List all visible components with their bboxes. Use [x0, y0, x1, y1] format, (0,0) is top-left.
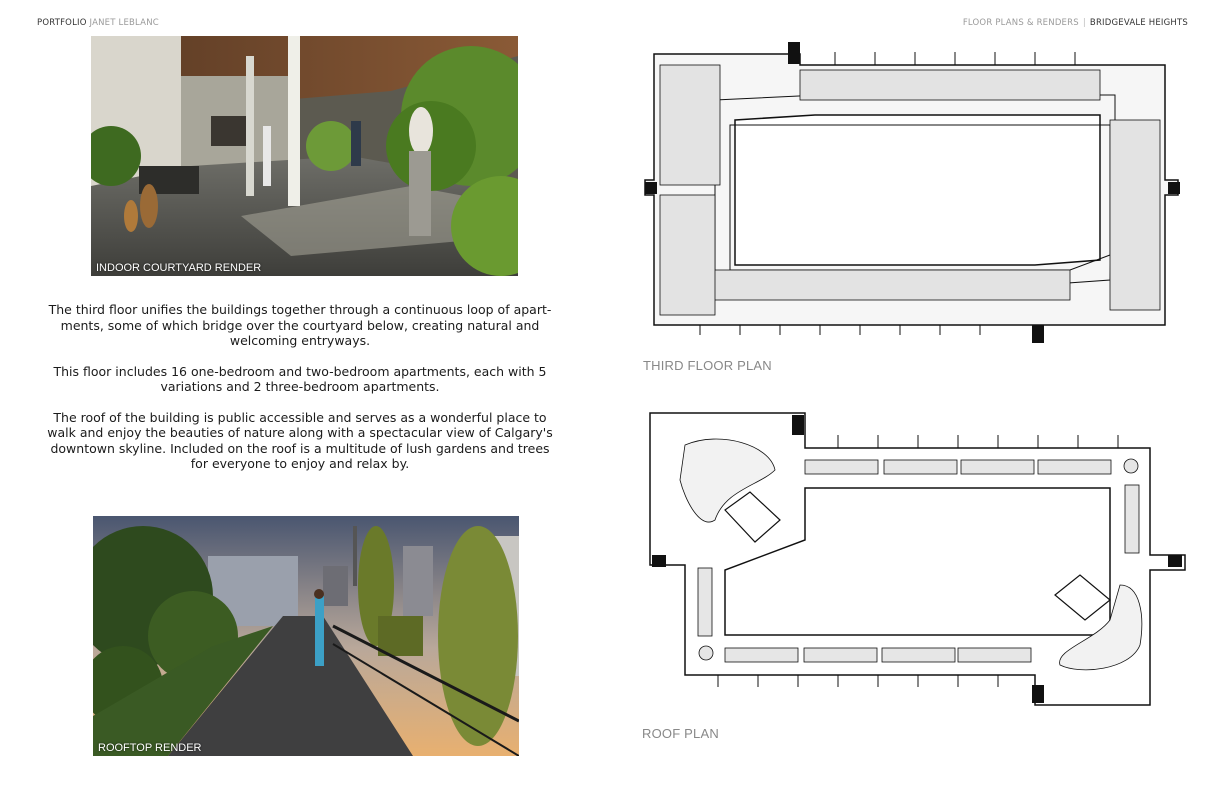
- rooftop-caption: ROOFTOP RENDER: [98, 742, 202, 754]
- header-separator: |: [1082, 18, 1086, 28]
- roof-plan: [640, 410, 1192, 715]
- third-floor-plan: [640, 40, 1192, 345]
- third-floor-plan-drawing: [640, 40, 1192, 345]
- header-left: [37, 18, 159, 28]
- roof-plan-title: ROOF PLAN: [642, 726, 719, 741]
- paragraph-roof: The roof of the building is public accessible and serves as a wonderful place to walk and enjoy the beauties of nature along with a spectacular view of Calgary's downtown skyline. Included on the roof is a multitude of lush gardens and trees for everyone to enjoy and relax by.: [47, 409, 553, 471]
- project-name: BRIDGEVALE HEIGHTS: [1089, 18, 1188, 28]
- courtyard-caption: INDOOR COURTYARD RENDER: [96, 262, 262, 274]
- paragraph-third-floor: The third floor unifies the buildings together through a continuous loop of apart-ments, some of which bridge over the courtyard below, creating natural and welcoming entryways.: [48, 302, 552, 348]
- courtyard-illustration: [91, 36, 518, 276]
- paragraph-apartments: This floor includes 16 one-bedroom and two-bedroom apartments, each with 5 variations and 2 three-bedroom apartments.: [53, 363, 547, 394]
- rooftop-render: [93, 516, 519, 756]
- rooftop-illustration: [93, 516, 519, 756]
- roof-plan-drawing: [640, 410, 1192, 715]
- header-right: [963, 18, 1188, 28]
- author-name: JANET LEBLANC: [89, 18, 159, 28]
- third-floor-plan-title: THIRD FLOOR PLAN: [643, 358, 772, 373]
- indoor-courtyard-render: [91, 36, 518, 276]
- section-label: FLOOR PLANS & RENDERS: [962, 18, 1079, 28]
- portfolio-label: PORTFOLIO: [37, 18, 87, 28]
- description-text: [40, 302, 560, 487]
